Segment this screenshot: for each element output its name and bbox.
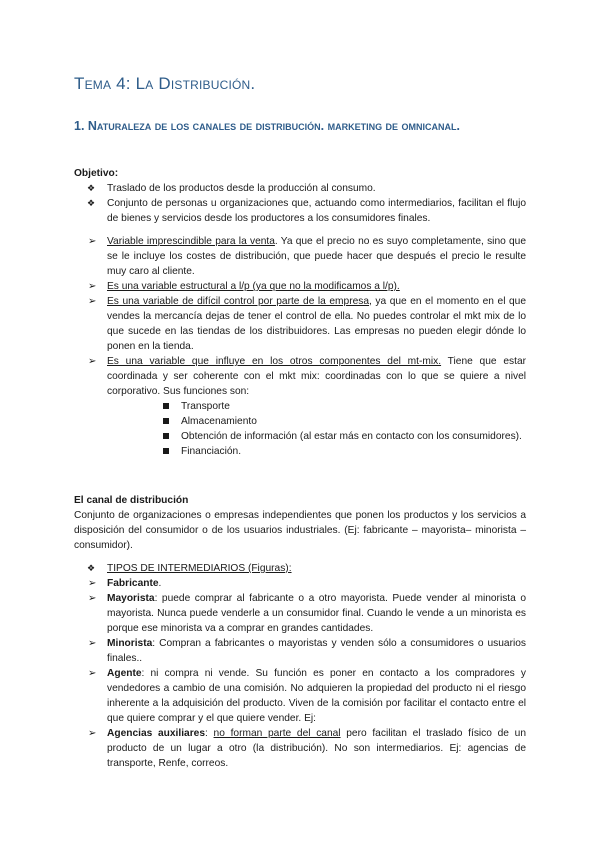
list-item: ➢ Agente: ni compra ni vende. Su función es poner en contacto a los compradores y vendedores a cambio de una comisión. No adquieren la propiedad del producto ni el riesgo inherente a la adquisición del producto. Viven de la comisión por facilitar el contacto entre el que quiere comprar y el que quiere vender. Ej: (88, 668, 526, 724)
arrow-bullet-icon: ➢ (88, 728, 97, 739)
arrow-bullet-icon: ➢ (88, 296, 97, 307)
diamond-bullet-icon: ❖ (87, 563, 96, 573)
arrow-bullet-icon: ➢ (88, 638, 97, 649)
list-item: ➢ Es una variable estructural a l/p (ya que no la modificamos a l/p). (88, 281, 400, 292)
square-bullet-icon (163, 418, 169, 424)
arrow-bullet-icon: ➢ (88, 356, 97, 367)
objetivo-block (74, 166, 526, 226)
list-item: ➢ Fabricante. (88, 578, 162, 589)
objetivo-label: Objetivo: (74, 168, 119, 179)
list-item: ➢ Minorista: Compran a fabricantes o mayoristas y venden sólo a consumidores o usuarios finales.. (88, 638, 526, 664)
list-item: ➢ Es una variable que influye en los otros componentes del mt-mix. Tiene que estar coordinada y ser coherente con el mkt mix: coordinadas con lo que se quiere a nivel corporativo. Sus funciones son: (88, 356, 526, 397)
list-item: ❖ Conjunto de personas u organizaciones que, actuando como intermediarios, facilitan el flujo de bienes y servicios desde los productores a los consumidores finales. (87, 198, 526, 224)
canal-heading: El canal de distribución (74, 495, 189, 506)
list-item: Financiación. (74, 444, 526, 459)
arrow-bullet-icon: ➢ (88, 578, 97, 589)
document-title: Tema 4: La Distribución. (74, 74, 256, 93)
canal-block (74, 493, 526, 553)
section-heading: 1. Naturaleza de los canales de distribución. marketing de omnicanal. (74, 119, 460, 133)
arrow-bullet-icon: ➢ (88, 281, 97, 292)
square-bullet-icon (163, 433, 169, 439)
arrow-bullet-icon: ➢ (88, 236, 97, 247)
points-block (74, 234, 526, 459)
list-item: Almacenamiento (74, 414, 526, 429)
canal-text: Conjunto de organizaciones o empresas independientes que ponen los productos y los servicios a disposición del consumidor o de los usuarios industriales. (Ej: fabricante – mayorista– minorista – consumidor). (74, 510, 526, 551)
list-item: ➢ Variable imprescindible para la venta. Ya que el precio no es suyo completamente, sino que se le incluye los costes de distribución, que puede hacer que después el precio le resulte muy caro al cliente. (88, 236, 526, 277)
diamond-bullet-icon: ❖ (87, 198, 96, 208)
square-bullet-icon (163, 448, 169, 454)
tipos-block (74, 561, 526, 771)
list-item: Transporte (74, 399, 526, 414)
square-bullet-icon (163, 403, 169, 409)
arrow-bullet-icon: ➢ (88, 668, 97, 679)
tipos-heading: ❖ TIPOS DE INTERMEDIARIOS (Figuras): (87, 563, 292, 574)
list-item: Obtención de información (al estar más en contacto con los consumidores). (74, 429, 526, 444)
list-item: ❖ Traslado de los productos desde la producción al consumo. (87, 183, 376, 194)
list-item: ➢ Mayorista: puede comprar al fabricante o a otro mayorista. Puede vender al minorista o mayorista. Nunca puede venderle a un consumidor final. Cuando le vende a un minorista es porque ese minorista va a comprar en grandes cantidades. (88, 593, 526, 634)
list-item: ➢ Es una variable de difícil control por parte de la empresa, ya que en el momento en el que vendes la mercancía dejas de tener el control de ella. No puedes controlar el mkt mix de lo que sucede en las tiendas de los distribuidores. Las empresas no pueden elegir dónde lo ponen en la tienda. (88, 296, 527, 352)
arrow-bullet-icon: ➢ (88, 593, 97, 604)
list-item: ➢ Agencias auxiliares: no forman parte del canal pero facilitan el traslado físico de un producto de un lugar a otro (la distribución). No son intermediarios. Ej: agencias de transporte, Renfe, correos. (88, 728, 527, 769)
diamond-bullet-icon: ❖ (87, 183, 96, 193)
